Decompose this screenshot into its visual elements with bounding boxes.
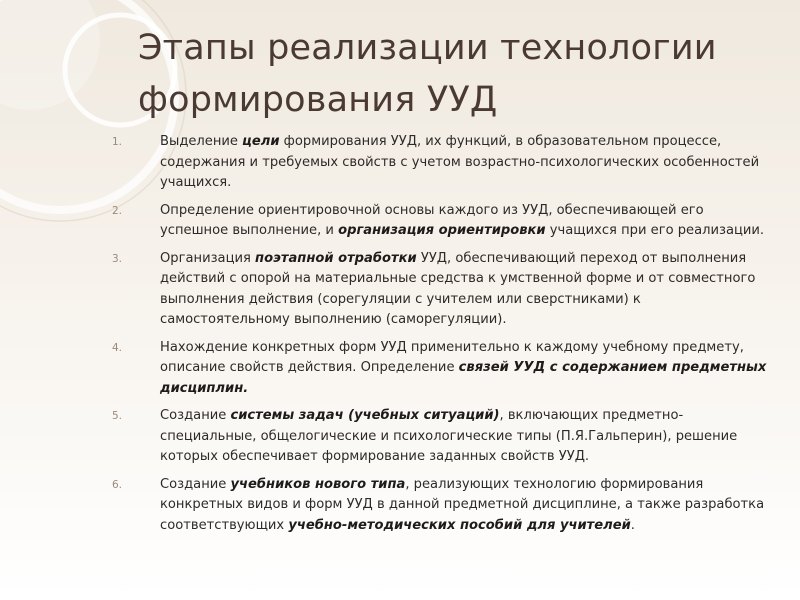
- text-segment: .: [630, 517, 635, 533]
- list-item: [112, 338, 767, 400]
- list-item-text: [160, 249, 767, 331]
- text-segment: учащихся при его реализации.: [545, 223, 765, 238]
- text-segment: УУД, обеспечивающий переход от выполнения действий с опорой на материальные средства к умственной форме и от совместного выполнения действия (сорегуляции с учителем или сверстниками) к самостоятельному выполнению (саморегуляции).: [160, 250, 756, 327]
- emphasized-text: учебников нового типа: [230, 476, 406, 492]
- list-item: [112, 406, 767, 468]
- list-item-text: [160, 338, 767, 400]
- list-item-number: 4.: [112, 341, 123, 354]
- emphasized-text: организация ориентировки: [338, 223, 546, 238]
- emphasized-text: цели: [242, 134, 280, 149]
- list-item-text: [160, 201, 767, 242]
- text-segment: Нахождение конкретных форм УУД применительно к каждому учебному предмету, описание свойств действия. Определение: [160, 339, 744, 375]
- text-segment: Определение ориентировочной основы каждого из УУД, обеспечивающей его успешное выполнение, и: [160, 202, 704, 238]
- text-segment: Выделение: [160, 134, 243, 149]
- emphasized-text: учебно-методических пособий для учителей: [288, 517, 631, 533]
- list-item-text: [160, 132, 767, 194]
- text-segment: Создание: [160, 408, 231, 423]
- emphasized-text: связей УУД с содержанием предметных дисциплин.: [160, 360, 767, 396]
- slide-title: [138, 22, 778, 126]
- list-item-number: 6.: [112, 478, 123, 491]
- list-item-text: [160, 406, 767, 468]
- emphasized-text: системы задач (учебных ситуаций): [230, 408, 500, 423]
- list-item-number: 1.: [112, 136, 123, 148]
- title-line-2: формирования УУД: [138, 80, 498, 120]
- list-item-number: 3.: [112, 252, 123, 265]
- title-line-1: Этапы реализации технологии: [138, 28, 717, 68]
- list-item-text: [160, 475, 767, 537]
- list-item: [112, 475, 767, 537]
- list-item-number: 5.: [112, 410, 123, 422]
- list-item: [112, 201, 767, 242]
- emphasized-text: поэтапной отработки: [255, 250, 417, 266]
- list-item: [112, 249, 767, 331]
- text-segment: , реализующих технологию формирования конкретных видов и форм УУД в данной предметной дисциплине, а также разработка соответствующих: [160, 476, 765, 533]
- text-segment: , включающих предметно-специальные, общелогические и психологические типы (П.Я.Гальперин), решение которых обеспечивает формирование заданных свойств УУД.: [160, 408, 738, 464]
- steps-list: [112, 132, 767, 543]
- text-segment: формирования УУД, их функций, в образовательном процессе, содержания и требуемых свойств с учетом возрастно-психологических особенностей учащихся.: [160, 134, 760, 190]
- deco-circle-inner: [0, 0, 100, 110]
- list-item: [112, 132, 767, 194]
- text-segment: Создание: [160, 476, 231, 492]
- list-item-number: 2.: [112, 204, 123, 217]
- text-segment: Организация: [160, 250, 256, 266]
